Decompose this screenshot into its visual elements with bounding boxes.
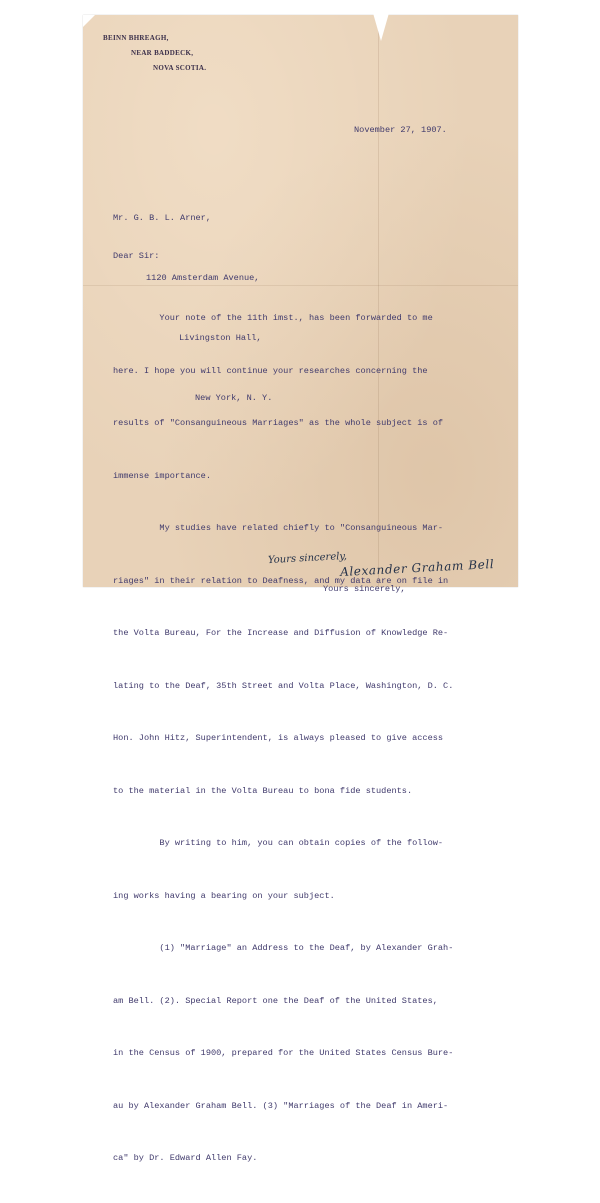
body-line: the Volta Bureau, For the Increase and Diffusion of Knowledge Re- <box>113 628 449 638</box>
body-line: immense importance. <box>113 470 211 481</box>
letter-body <box>113 275 453 1203</box>
recipient-building: Livingston Hall, <box>179 333 262 343</box>
body-line: riages" in their relation to Deafness, and my data are on file in <box>113 575 449 586</box>
body-line: to the material in the Volta Bureau to bona fide students. <box>113 785 413 796</box>
body-line: lating to the Deaf, 35th Street and Volta Place, Washington, D. C. <box>113 680 454 691</box>
handwritten-closing: Yours sincerely, <box>267 550 348 567</box>
body-line: Hon. John Hitz, Superintendent, is always pleased to give access <box>113 733 444 743</box>
body-line: (1) "Marriage" an Address to the Deaf, by Alexander Grah- <box>113 943 454 953</box>
body-line: in the Census of 1900, prepared for the United States Census Bure- <box>113 1048 454 1058</box>
body-line: My studies have related chiefly to "Consanguineous Mar- <box>113 523 444 533</box>
body-line: am Bell. (2). Special Report one the Deaf of the United States, <box>113 995 438 1006</box>
letterhead-line-2: NEAR BADDECK, <box>131 49 194 57</box>
typed-closing: Yours sincerely, <box>323 584 406 594</box>
letterhead-line-3: NOVA SCOTIA. <box>153 64 207 72</box>
body-line: au by Alexander Graham Bell. (3) "Marriages of the Deaf in Ameri- <box>113 1100 449 1111</box>
paper-corner-damage <box>83 15 95 27</box>
paper-tear <box>373 13 389 41</box>
body-line: ca" by Dr. Edward Allen Fay. <box>113 1153 258 1163</box>
body-line: here. I hope you will continue your researches concerning the <box>113 365 428 376</box>
salutation: Dear Sir: <box>113 251 160 261</box>
body-line: By writing to him, you can obtain copies of the follow- <box>113 838 444 848</box>
handwritten-signature: Alexander Graham Bell <box>339 556 495 580</box>
recipient-name: Mr. G. B. L. Arner, <box>113 213 211 223</box>
body-line: ing works having a bearing on your subject. <box>113 890 335 901</box>
body-line: results of "Consanguineous Marriages" as the whole subject is of <box>113 418 444 428</box>
recipient-street: 1120 Amsterdam Avenue, <box>146 273 260 283</box>
letter-page <box>83 15 518 1163</box>
letter-date: November 27, 1907. <box>354 125 447 135</box>
body-line: Your note of the 11th imst., has been forwarded to me <box>113 313 433 323</box>
letterhead-line-1: BEINN BHREAGH, <box>103 34 169 42</box>
recipient-city: New York, N. Y. <box>195 393 273 403</box>
letterhead <box>103 31 206 76</box>
